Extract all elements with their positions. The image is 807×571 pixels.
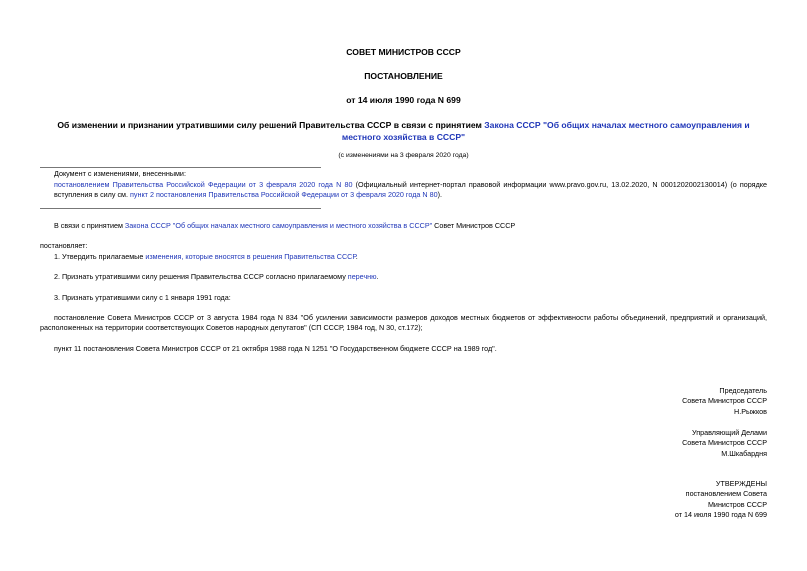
changes-body — [54, 180, 767, 201]
changes-label: Документ с изменениями, внесенными: — [54, 169, 186, 178]
repealed-item-1: постановление Совета Министров СССР от 3 августа 1984 года N 834 "Об усилении зависимости размеров доходов местных бюджетов от эффективности работы объединений, предприятий и организаций, расположенных на территории соответствующих Советов народных депутатов" (СП СССР, 1984 год, N 30, ст.172); — [40, 313, 767, 333]
signature-name: Н.Рыжков — [734, 406, 767, 416]
approval-line-1: УТВЕРЖДЕНЫ — [715, 479, 767, 488]
item-2-end: . — [376, 272, 379, 281]
effective-clause-link[interactable]: пункт 2 постановления Правительства Российской Федерации от 3 февраля 2020 года N 80 — [130, 190, 438, 200]
changes-text-1: (Официальный интернет-портал правовой информации www.pravo.gov.ru, 13.02.2020, N 0001202002130014) (о порядке вступления в силу см. — [54, 180, 767, 200]
changes-text-2: ). — [437, 190, 442, 200]
approval-line-3: Министров СССР — [707, 499, 767, 509]
signature-name: М.Шкабардня — [721, 448, 767, 458]
signature-body: Совета Министров СССР — [682, 438, 767, 448]
signature-position: Управляющий Делами — [692, 428, 767, 437]
item-1-end: . — [355, 252, 358, 261]
approval-line-2: постановлением Совета — [685, 489, 767, 499]
approval-stamp — [675, 479, 767, 521]
signature-body: Совета Министров СССР — [682, 396, 767, 406]
item-1 — [54, 252, 767, 262]
item-2 — [54, 272, 767, 282]
title-law-link[interactable]: Закона СССР "Об общих началах местного самоуправления и местного хозяйства в СССР" — [341, 120, 750, 142]
intro-paragraph — [54, 221, 767, 231]
item-2-text: 2. Признать утратившими силу решения Правительства СССР согласно прилагаемому — [54, 272, 348, 281]
amending-decree-link[interactable]: постановлением Правительства Российской Федерации от 3 февраля 2020 года N 80 — [54, 180, 353, 189]
decides-line: постановляет: — [40, 241, 88, 250]
divider-bottom — [40, 208, 321, 209]
amendments-link[interactable]: изменения, которые вносятся в решения Правительства СССР — [145, 252, 356, 261]
divider-top — [40, 167, 321, 168]
intro-text: В связи с принятием — [54, 221, 125, 230]
item-3: 3. Признать утратившими силу с 1 января 1991 года: — [54, 293, 231, 302]
item-1-text: 1. Утвердить прилагаемые — [54, 252, 146, 261]
revision-note: (с изменениями на 3 февраля 2020 года) — [338, 152, 469, 159]
document-type: ПОСТАНОВЛЕНИЕ — [364, 71, 443, 81]
intro-text-after: Совет Министров СССР — [432, 221, 516, 230]
document-title — [40, 120, 767, 143]
intro-law-link[interactable]: Закона СССР "Об общих началах местного самоуправления и местного хозяйства в СССР" — [124, 221, 433, 230]
list-link[interactable]: перечню — [347, 272, 377, 281]
approval-line-4: от 14 июля 1990 года N 699 — [674, 510, 767, 520]
repealed-item-2: пункт 11 постановления Совета Министров СССР от 21 октября 1988 года N 1251 "О Государственном бюджете СССР на 1989 год". — [54, 344, 497, 353]
title-text: Об изменении и признании утратившими силу решений Правительства СССР в связи с принятием — [57, 120, 485, 130]
signature-position: Председатель — [719, 386, 767, 395]
document-date-number: от 14 июля 1990 года N 699 — [346, 95, 461, 105]
signature-manager — [682, 428, 767, 459]
issuing-body: СОВЕТ МИНИСТРОВ СССР — [346, 47, 461, 57]
signature-chairman — [682, 386, 767, 417]
